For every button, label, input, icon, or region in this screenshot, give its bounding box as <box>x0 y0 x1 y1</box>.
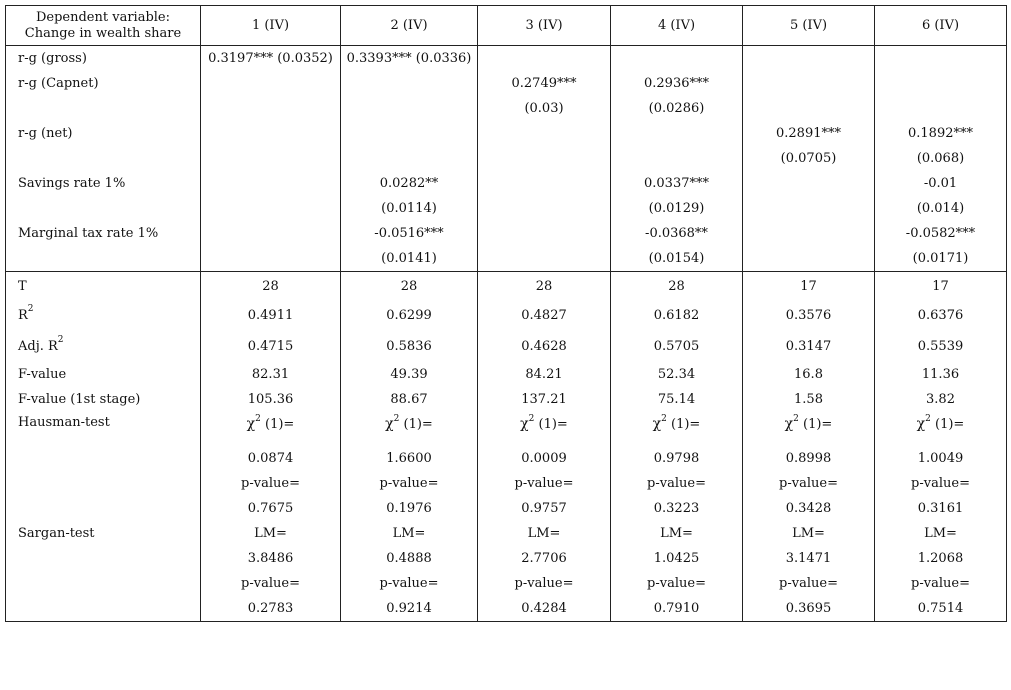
table-cell <box>611 121 743 146</box>
table-row <box>6 71 1007 96</box>
table-cell: 28 <box>478 272 611 301</box>
row-label: r-g (net) <box>6 121 201 146</box>
table-cell: $\chi^2$ (1)= <box>611 412 743 446</box>
table-cell: 1.0049 <box>875 446 1007 471</box>
table-cell <box>201 71 341 96</box>
table-cell <box>875 96 1007 121</box>
table-row <box>6 521 1007 546</box>
table-cell: 88.67 <box>341 387 478 412</box>
table-cell: p-value= <box>341 571 478 596</box>
table-cell: 0.1976 <box>341 496 478 521</box>
table-cell <box>743 96 875 121</box>
table-cell: LM= <box>478 521 611 546</box>
row-label: $R^2$ <box>6 300 201 330</box>
row-label: Savings rate 1% <box>6 171 201 196</box>
table-cell: (0.03) <box>478 96 611 121</box>
table-cell: $\chi^2$ (1)= <box>478 412 611 446</box>
table-cell: 1.58 <box>743 387 875 412</box>
table-cell: 0.7675 <box>201 496 341 521</box>
table-cell: LM= <box>201 521 341 546</box>
row-label: Hausman-test <box>6 412 201 446</box>
table-cell: 0.3223 <box>611 496 743 521</box>
table-row <box>6 596 1007 622</box>
row-label <box>6 246 201 272</box>
table-cell <box>478 146 611 171</box>
table-cell: 1.0425 <box>611 546 743 571</box>
table-cell: 0.6376 <box>875 300 1007 330</box>
table-cell: -0.0582*** <box>875 221 1007 246</box>
table-cell: 3.1471 <box>743 546 875 571</box>
table-cell: (0.0129) <box>611 196 743 221</box>
table-cell: 84.21 <box>478 362 611 387</box>
table-cell: 28 <box>201 272 341 301</box>
table-cell <box>743 171 875 196</box>
table-cell: (0.0154) <box>611 246 743 272</box>
row-label: Marginal tax rate 1% <box>6 221 201 246</box>
dependent-variable-label: Dependent variable: Change in wealth share <box>6 6 201 46</box>
table-cell: 0.4715 <box>201 330 341 362</box>
table-cell: 17 <box>743 272 875 301</box>
table-cell <box>743 246 875 272</box>
table-cell: 0.2783 <box>201 596 341 622</box>
row-label <box>6 546 201 571</box>
table-cell: LM= <box>743 521 875 546</box>
table-cell: (0.0114) <box>341 196 478 221</box>
table-cell: 0.4827 <box>478 300 611 330</box>
table-cell: -0.0368** <box>611 221 743 246</box>
table-cell: 0.4284 <box>478 596 611 622</box>
table-cell <box>743 196 875 221</box>
table-cell <box>478 246 611 272</box>
table-cell: p-value= <box>201 571 341 596</box>
table-cell: 0.0874 <box>201 446 341 471</box>
table-cell: $\chi^2$ (1)= <box>341 412 478 446</box>
table-row <box>6 412 1007 446</box>
table-cell: 49.39 <box>341 362 478 387</box>
table-cell: (0.0705) <box>743 146 875 171</box>
table-cell: 3.82 <box>875 387 1007 412</box>
table-cell: 17 <box>875 272 1007 301</box>
table-cell <box>341 96 478 121</box>
table-cell: p-value= <box>875 571 1007 596</box>
table-cell <box>478 171 611 196</box>
table-cell: -0.01 <box>875 171 1007 196</box>
row-label <box>6 146 201 171</box>
table-cell: 0.5836 <box>341 330 478 362</box>
table-cell: 0.1892*** <box>875 121 1007 146</box>
table-cell: p-value= <box>478 571 611 596</box>
row-label <box>6 571 201 596</box>
table-cell <box>341 71 478 96</box>
table-cell: 82.31 <box>201 362 341 387</box>
table-cell: 11.36 <box>875 362 1007 387</box>
table-cell <box>341 121 478 146</box>
row-label <box>6 96 201 121</box>
row-label: Sargan-test <box>6 521 201 546</box>
table-cell: 0.4628 <box>478 330 611 362</box>
table-cell: 28 <box>611 272 743 301</box>
row-label: T <box>6 272 201 301</box>
table-cell <box>743 71 875 96</box>
table-cell: 0.3695 <box>743 596 875 622</box>
table-cell: 28 <box>341 272 478 301</box>
table-cell: 0.3576 <box>743 300 875 330</box>
table-cell <box>875 46 1007 72</box>
column-header: 3 (IV) <box>478 6 611 46</box>
table-cell: $\chi^2$ (1)= <box>743 412 875 446</box>
table-cell: 3.8486 <box>201 546 341 571</box>
column-header: 2 (IV) <box>341 6 478 46</box>
table-cell: LM= <box>875 521 1007 546</box>
table-cell: p-value= <box>743 471 875 496</box>
table-cell: p-value= <box>611 471 743 496</box>
row-label: Adj. $R^2$ <box>6 330 201 362</box>
table-cell <box>201 221 341 246</box>
regression-table <box>5 5 1007 622</box>
table-cell: 0.3161 <box>875 496 1007 521</box>
table-cell: 0.9798 <box>611 446 743 471</box>
table-cell: LM= <box>611 521 743 546</box>
table-cell: 0.2891*** <box>743 121 875 146</box>
column-header: 5 (IV) <box>743 6 875 46</box>
table-row <box>6 221 1007 246</box>
table-cell: 0.3197*** (0.0352) <box>201 46 341 72</box>
column-header: 1 (IV) <box>201 6 341 46</box>
table-cell: 2.7706 <box>478 546 611 571</box>
table-row <box>6 196 1007 221</box>
row-label <box>6 446 201 471</box>
table-cell: (0.0286) <box>611 96 743 121</box>
table-row <box>6 546 1007 571</box>
table-cell: p-value= <box>341 471 478 496</box>
table-cell: p-value= <box>875 471 1007 496</box>
table-cell <box>201 196 341 221</box>
table-cell: 0.5539 <box>875 330 1007 362</box>
table-row <box>6 121 1007 146</box>
table-cell: 0.9214 <box>341 596 478 622</box>
table-row <box>6 96 1007 121</box>
table-cell: 0.2749*** <box>478 71 611 96</box>
row-label <box>6 196 201 221</box>
table-cell <box>201 96 341 121</box>
table-row <box>6 246 1007 272</box>
table-cell: 0.4888 <box>341 546 478 571</box>
table-cell: 1.2068 <box>875 546 1007 571</box>
table-cell: 16.8 <box>743 362 875 387</box>
table-cell: 0.3428 <box>743 496 875 521</box>
table-cell <box>478 46 611 72</box>
table-row <box>6 446 1007 471</box>
table-cell <box>743 221 875 246</box>
header-row <box>6 6 1007 46</box>
column-header: 6 (IV) <box>875 6 1007 46</box>
table-cell: 0.8998 <box>743 446 875 471</box>
table-cell: 0.3393*** (0.0336) <box>341 46 478 72</box>
table-cell <box>611 46 743 72</box>
table-cell: 0.0009 <box>478 446 611 471</box>
table-cell: 1.6600 <box>341 446 478 471</box>
table-cell: 0.9757 <box>478 496 611 521</box>
table-row <box>6 571 1007 596</box>
table-cell: (0.0171) <box>875 246 1007 272</box>
table-cell: $\chi^2$ (1)= <box>201 412 341 446</box>
table-cell <box>201 146 341 171</box>
table-cell <box>743 46 875 72</box>
table-cell <box>201 171 341 196</box>
table-cell: 137.21 <box>478 387 611 412</box>
table-cell: 0.7514 <box>875 596 1007 622</box>
table-cell <box>611 146 743 171</box>
table-cell: -0.0516*** <box>341 221 478 246</box>
table-cell: p-value= <box>611 571 743 596</box>
table-row <box>6 387 1007 412</box>
table-row <box>6 362 1007 387</box>
table-cell: 75.14 <box>611 387 743 412</box>
table-cell: 0.7910 <box>611 596 743 622</box>
table-cell: 52.34 <box>611 362 743 387</box>
table-row <box>6 330 1007 362</box>
table-cell: 0.0282** <box>341 171 478 196</box>
table-cell: (0.068) <box>875 146 1007 171</box>
column-header: 4 (IV) <box>611 6 743 46</box>
table-cell <box>341 146 478 171</box>
table-row <box>6 300 1007 330</box>
table-row <box>6 46 1007 72</box>
table-cell: (0.0141) <box>341 246 478 272</box>
table-cell: 0.2936*** <box>611 71 743 96</box>
row-label: F-value (1st stage) <box>6 387 201 412</box>
table-row <box>6 272 1007 301</box>
table-cell <box>875 71 1007 96</box>
table-cell: 0.3147 <box>743 330 875 362</box>
table-cell <box>478 121 611 146</box>
row-label <box>6 471 201 496</box>
table-cell: 0.6299 <box>341 300 478 330</box>
table-cell: (0.014) <box>875 196 1007 221</box>
table-cell <box>478 196 611 221</box>
table-cell: 0.4911 <box>201 300 341 330</box>
table-cell: LM= <box>341 521 478 546</box>
row-label: F-value <box>6 362 201 387</box>
table-cell: 0.6182 <box>611 300 743 330</box>
table-row <box>6 496 1007 521</box>
table-cell <box>201 121 341 146</box>
table-cell <box>201 246 341 272</box>
row-label <box>6 596 201 622</box>
table-cell: p-value= <box>201 471 341 496</box>
table-cell: 0.0337*** <box>611 171 743 196</box>
row-label <box>6 496 201 521</box>
table-cell: 0.5705 <box>611 330 743 362</box>
table-cell: p-value= <box>478 471 611 496</box>
table-cell: 105.36 <box>201 387 341 412</box>
table-row <box>6 471 1007 496</box>
table-cell: p-value= <box>743 571 875 596</box>
row-label: r-g (Capnet) <box>6 71 201 96</box>
table-cell <box>478 221 611 246</box>
row-label: r-g (gross) <box>6 46 201 72</box>
table-row <box>6 146 1007 171</box>
table-row <box>6 171 1007 196</box>
table-cell: $\chi^2$ (1)= <box>875 412 1007 446</box>
